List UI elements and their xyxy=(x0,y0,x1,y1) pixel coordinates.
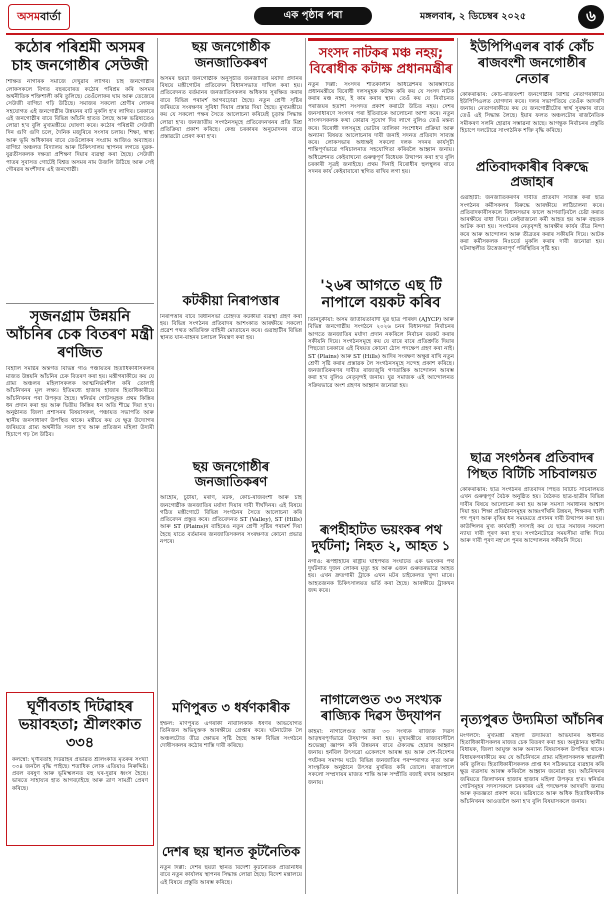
masthead xyxy=(0,0,610,34)
article-parliament xyxy=(308,38,454,272)
article-body: নতুন দিল্লী: দেশৰ ছয়টা স্থানত বিদেশী কূটনৈতিক প্ৰতিনিধিৰ বাবে নতুন কাৰ্যালয় স্থাপনৰ সিদ্ধান্ত লোৱা হৈছে। বিদেশ মন্ত্ৰালয়ে এই বিষয়ে প্ৰস্তুতি আৰম্ভ কৰিছে। xyxy=(160,865,302,886)
newspaper-logo xyxy=(8,4,70,30)
article-uppl xyxy=(460,40,604,154)
article-body: কোকৰাঝাৰ: ছাত্ৰ সংগঠনৰ প্ৰতিবাদৰ পিছত বিটিচি সচিবালয়ত এখন গুৰুত্বপূৰ্ণ বৈঠক অনুষ্ঠিত হয়। বৈঠকত ছাত্ৰ-ছাত্ৰীৰ বিভিন্ন দাবীৰ বিষয়ে আলোচনা কৰা হয় আৰু সমস্যা সমাধানৰ আশ্বাস দিয়া হয়। শিক্ষা প্ৰতিষ্ঠানসমূহৰ আন্তঃগাঁথনি উন্নয়ন, শিক্ষকৰ খালী পদ পূৰণ আৰু বৃত্তিৰ ধন সময়মতে প্ৰদানৰ দাবী উত্থাপন কৰা হয়। কাউন্সিলৰ মুখ্য কাৰ্যবাহী সদস্যই কয় যে ছাত্ৰ সমাজৰ সকলো ন্যায্য দাবী পূৰণ কৰা হ'ব। সংগঠনটোৱে সময়সীমা বান্ধি দিয়ে আৰু দাবী পূৰণ নহ'লে পুনৰ আন্দোলনৰ সকীয়নি দিয়ে। xyxy=(460,487,604,545)
article-body: অসমৰ ছয়টা জনগোষ্ঠীক অনুসূচীত জনজাতিৰ মৰ্যাদা প্ৰদানৰ বিষয়ে মন্ত্ৰীগোটৰ প্ৰতিবেদন বিধানসভাত দাখিল কৰা হয়। প্ৰতিবেদনত বৰ্তমানৰ জনজাতিসকলৰ অধিকাৰ সুৰক্ষিত কৰাৰ বাবে বিভিন্ন পৰামৰ্শ আগবঢ়োৱা হৈছে। নতুন শ্ৰেণী সৃষ্টিৰ জৰিয়তে সংৰক্ষণৰ সুবিধা দিয়াৰ প্ৰস্তাৱ দিয়া হৈছে। মুখ্যমন্ত্ৰীয়ে কয় যে সকলো পক্ষৰ সৈতে আলোচনা কৰিয়েই চূড়ান্ত সিদ্ধান্ত লোৱা হ'ব। জনজাতীয় সংগঠনসমূহে প্ৰতিবেদনখনৰ প্ৰতি মিশ্ৰ প্ৰতিক্ৰিয়া প্ৰকাশ কৰিছে। কেন্দ্ৰ চৰকাৰৰ অনুমোদনৰ বাবে প্ৰস্তাৱটো প্ৰেৰণ কৰা হ'ব। xyxy=(160,75,302,141)
header-rule xyxy=(6,33,604,35)
column-4 xyxy=(460,38,604,894)
article-nagaland xyxy=(308,693,454,894)
article-headline: সংসদ নাটকৰ মঞ্চ নহয়; বিৰোধীক কটাক্ষ প্ৰধানমন্ত্ৰীৰ xyxy=(309,46,453,77)
article-manipur xyxy=(160,701,302,839)
article-headline: কটকীয়া নিৰাপত্তাৰ xyxy=(182,293,280,309)
article-body: কহিমা: নাগালেণ্ডত আজি ৩৩ সংখ্যক ৰাজ্যিক দিৱস আড়ম্বৰপূৰ্ণভাৱে উদ্‌যাপন কৰা হয়। মুখ্যমন্ত্ৰীয়ে ৰাজ্যবাসীলৈ শুভেচ্ছা জ্ঞাপন কৰি উন্নয়নৰ বাবে ঐক্যবদ্ধ হোৱাৰ আহ্বান জনায়। হৰ্নবিল উৎসৱো একেলগে আৰম্ভ হয় আৰু দেশ-বিদেশৰ পৰ্যটকৰ সমাগম ঘটে। বিভিন্ন জনজাতিৰ পৰম্পৰাগত নৃত্য আৰু সাংস্কৃতিক অনুষ্ঠানে উৎসৱ মুখৰিত কৰি তোলে। ৰাজ্যপালে সকলো সম্প্ৰদায়ৰ মাজত শান্তি আৰু সম্প্ৰীতি বজাই ৰখাৰ আহ্বান জনায়। xyxy=(308,728,454,786)
column-divider xyxy=(305,38,306,894)
article-headline: প্ৰতিবাদকাৰীৰ বিৰুদ্ধে প্ৰজাহাৰ xyxy=(475,159,589,191)
article-headline: ৰূপহীহাটত ভয়ংকৰ পথ দুৰ্ঘটনা; নিহত ২, আহত ১ xyxy=(311,523,451,554)
article-headline: ইউপিপিএলৰ বাৰ্ক কোঁচ ৰাজবংশী জনগোষ্ঠীৰ নেতাৰ xyxy=(470,40,594,87)
article-headline: ছাত্ৰ সংগঠনৰ প্ৰতিবাদৰ পিছত বিটিচি সচিবালয়ত xyxy=(467,451,597,483)
article-headline: কঠোৰ পৰিশ্ৰমী অসমৰ চাহ জনগোষ্ঠীৰ সেউজী xyxy=(11,40,149,74)
article-tribe-1 xyxy=(160,40,302,288)
article-body: নিৰাপত্তাৰ বাবে বিধানসভা চৌহদত কটকীয়া ব্যৱস্থা গ্ৰহণ কৰা হয়। বিভিন্ন সংগঠনৰ প্ৰতিবাদৰ আশংকাত আৰক্ষীয়ে সকলো প্ৰৱেশ পথত অতিৰিক্ত বাহিনী মোতায়েন কৰে। গুৱাহাটীৰ বিভিন্ন স্থানত যান-বাহনৰ চলাচল নিয়ন্ত্ৰণ কৰা হয়। xyxy=(160,313,302,342)
article-kotokiya xyxy=(160,294,302,454)
article-headline: দেশৰ ছয় স্থানত কূটনৈতিক xyxy=(161,845,301,861)
article-headline: ছয় জনগোষ্ঠীৰ জনজাতিকৰণ xyxy=(192,459,270,491)
article-body: কলম্বো: ঘূৰ্ণীবতাহ দিটৱাহৰ প্ৰভাৱত শ্ৰীলংকাত মৃতকৰ সংখ্যা ৩৩৪ জনলৈ বৃদ্ধি পাইছে। শতাধিক লোক এতিয়াও নিৰুদ্দিষ্ট। প্ৰবল বৰষুণ আৰু ভূমিস্খলনত বহু ঘৰ-দুৱাৰ ধ্বংস হৈছে। ভাৰতে সাহায্যৰ হাত আগবঢ়াইছে আৰু ত্ৰাণ সামগ্ৰী প্ৰেৰণ কৰিছে। xyxy=(12,756,148,792)
article-diplomacy xyxy=(160,845,302,894)
article-tribe-2 xyxy=(160,460,302,696)
article-accident xyxy=(308,523,454,687)
article-headline: নাগালেণ্ডত ৩৩ সংখ্যক ৰাজ্যিক দিৱস উদ্‌যাপন xyxy=(320,692,442,724)
dateline: মঙ্গলবাৰ, ২ ডিচেম্বৰ ২০২৫ xyxy=(420,11,527,22)
column-divider xyxy=(157,38,158,894)
article-srijan xyxy=(6,309,154,686)
article-headline: ছয় জনগোষ্ঠীক জনজাতিকৰণ xyxy=(191,40,271,71)
article-protest xyxy=(460,160,604,446)
article-sixty xyxy=(308,278,454,517)
article-body: নগাঁও: ৰূপহীহাটৰ ৰাষ্ট্ৰীয় ঘাইপথত সংঘটিত এক ভয়ংকৰ পথ দুৰ্ঘটনাত দুজন লোকৰ মৃত্যু হয় আৰু এজন গুৰুতৰভাৱে আহত হয়। এখন দ্ৰুতগামী ট্ৰাকে এখন মটৰ চাইকেলত খুন্দা মাৰে। আহতজনক চিকিৎসালয়ত ভৰ্তি কৰা হৈছে। আৰক্ষীয়ে ট্ৰাকখন জব্দ কৰে। xyxy=(308,558,454,594)
article-cyclone xyxy=(6,692,154,845)
article-body: তিনিচুকীয়া: অসম জাতীয়তাবাদী যুৱ ছাত্ৰ পৰিষদ (AJYCP) আৰু বিভিন্ন জনগোষ্ঠীয় সংগঠনে ২০২৬ চনৰ বিধানসভা নিৰ্বাচনৰ আগতে জনজাতিৰ মৰ্যাদা প্ৰদান নকৰিলে নিৰ্বাচন বয়কট কৰাৰ সকীয়নি দিয়ে। সংগঠনসমূহে কয় যে বাৰে বাৰে প্ৰতিশ্ৰুতি দিয়াৰ পিছতো চৰকাৰে এই বিষয়ত কোনো ঠোস পদক্ষেপ গ্ৰহণ কৰা নাই। ST (Plains) আৰু ST (Hills) আদিৰ সংৰক্ষণ অক্ষুণ্ণ ৰাখি নতুন শ্ৰেণী সৃষ্টি কৰাৰ প্ৰস্তাৱক লৈ সংগঠনসমূহে সন্দেহ প্ৰকাশ কৰিছে। জনজাতিকৰণৰ দাবীত ৰাজ্যজুৰি গণতান্ত্ৰিক আন্দোলন আৰম্ভ কৰা হ'ব বুলিও নেতৃবৃন্দই জনায়। যুৱ সমাজক এই আন্দোলনত সক্ৰিয়ভাৱে অংশ গ্ৰহণৰ আহ্বান জনোৱা হয়। xyxy=(308,317,454,389)
article-body: ইম্ফল: মণিপুৰত এগৰাকী নাবালিকাক ধৰ্ষণৰ অভিযোগত তিনিজন অভিযুক্তক আৰক্ষীয়ে গ্ৰেপ্তাৰ কৰে। ঘটনাটোক লৈ অঞ্চলটোত তীব্ৰ ক্ষোভৰ সৃষ্টি হৈছে আৰু বিভিন্ন সংগঠনে দোষীসকলৰ কঠোৰ শাস্তি দাবী কৰিছে। xyxy=(160,721,302,750)
continued-label: এক পৃষ্ঠাৰ পৰা xyxy=(254,7,372,25)
page-number: ৬ xyxy=(578,5,604,29)
article-udyami xyxy=(460,713,604,894)
column-2 xyxy=(160,38,302,894)
divider xyxy=(6,303,154,304)
article-body: শিক্ষিত নাগৰিক সমাজে দেখুৱাব লাগিব। চাহ জনগোষ্ঠীৰ লোকসকলে বিগত বছৰবোৰত কঠোৰ পৰিশ্ৰম কৰি অসমৰ অৰ্থনীতিক শক্তিশালী কৰি তুলিছে। তেওঁলোকৰ ঘাম আৰু তেজেৰে সেউজী বাগিচা গঢ়ি উঠিছে। সমাজৰ সকলো শ্ৰেণীৰ লোকৰ সহযোগত এই জনগোষ্ঠীৰ উন্নয়নৰ বাট মুকলি হ'ব লাগিব। চৰকাৰে এই জনগোষ্ঠীৰ বাবে বিভিন্ন আঁচনি হাতত লৈছে আৰু ভৱিষ্যতেও লোৱা হ'ব বুলি মুখ্যমন্ত্ৰীয়ে ঘোষণা কৰে। কঠোৰ পৰিশ্ৰমী সেউজী দিন গুণি গুণি চলে, দৈনিক মজুৰিৰে সংসাৰ চলায়। শিক্ষা, স্বাস্থ্য আৰু ভূমি অধিকাৰৰ বাবে তেওঁলোকৰ সংগ্ৰাম আজিও অব্যাহত। বাগিচা অঞ্চলত বিদ্যালয় আৰু চিকিৎসালয় স্থাপনৰ লগতে যুৱক-যুৱতীসকলক দক্ষতা প্ৰশিক্ষণ দিয়াৰ ব্যৱস্থা কৰা হৈছে। সেউজী পাতৰ সুবাসত গোটেই বিশ্বত অসমৰ নাম উজলি উঠিছে আৰু সেই গৌৰৱৰ অংশীদাৰ এই জনগোষ্ঠী। xyxy=(6,79,154,173)
column-divider xyxy=(457,38,458,894)
column-3 xyxy=(308,38,454,894)
article-body: বিহালি সমষ্টিৰ অন্তৰ্গত বিভিন্ন গাঁও পঞ্চায়তৰ হিতাধিকাৰীসকলৰ মাজত উন্নয়নি আঁচনিৰ চেক বিতৰণ কৰা হয়। মন্ত্ৰীগৰাকীয়ে কয় যে গ্ৰাম্য অঞ্চলৰ মহিলাসকলক আত্মনিৰ্ভৰশীল কৰি তোলাই আঁচনিখনৰ মূল লক্ষ্য। ইতিমধ্যে হাজাৰ হাজাৰ হিতাধিকাৰীয়ে আঁচনিখনৰ পৰা উপকৃত হৈছে। স্বনিৰ্ভৰ গোটসমূহক প্ৰথম কিস্তিৰ ধন প্ৰদান কৰা হয় আৰু দ্বিতীয় কিস্তিৰ ধন অতি শীঘ্ৰে দিয়া হ'ব। অনুষ্ঠানত জিলা প্ৰশাসনৰ বিষয়াসকল, পঞ্চায়ত সভাপতি আৰু স্থানীয় জনসাধাৰণ উপস্থিত থাকে। মন্ত্ৰীয়ে কয় যে ক্ষুদ্ৰ উদ্যোগৰ জৰিয়তে গ্ৰাম্য অৰ্থনীতি সবল হ'ব আৰু প্ৰতিজন মহিলা উদ্যমী হিচাপে গঢ় লৈ উঠিব। xyxy=(6,366,154,439)
article-headline: সৃজনগ্ৰাম উন্নয়নি আঁচনিৰ চেক বিতৰণ মন্ত্ৰী ৰণজিত xyxy=(6,309,154,361)
article-headline: নৃত্যপুৰত উদ্যমিতা আঁচনিৰ xyxy=(460,713,604,729)
article-tea xyxy=(6,40,154,297)
article-body: আহোম, চুটীয়া, মৰাণ, মটক, কোচ-ৰাজবংশী আৰু চাহ জনগোষ্ঠীক জনজাতিৰ মৰ্যাদা দিয়াৰ দাবী দীৰ্ঘদিনৰ। এই বিষয়ে গঠিত মন্ত্ৰীগোটে বিভিন্ন সংগঠনৰ সৈতে আলোচনা কৰি প্ৰতিবেদন প্ৰস্তুত কৰে। প্ৰতিবেদনত ST (Valley), ST (Hills) আৰু ST (Plains)ৰ বাহিৰেও নতুন শ্ৰেণী সৃষ্টিৰ পৰামৰ্শ দিয়া হৈছে যাতে বৰ্তমানৰ জনজাতিসকলৰ সংৰক্ষণত কোনো প্ৰভাৱ নপৰে। xyxy=(160,495,302,546)
column-1 xyxy=(6,38,154,894)
article-headline: ঘূৰ্ণীবতাহ দিটৱাহৰ ভয়াবহতা; শ্ৰীলংকাত ৩৩৪ xyxy=(18,699,142,751)
article-body: কোকৰাঝাৰ: কোচ-ৰাজবংশী জনগোষ্ঠীৰ বিশিষ্ট নেতাগৰাকীয়ে ইউপিপিএলত যোগদান কৰে। দলৰ সভাপতিয়ে তেওঁক আদৰণি জনায়। নেতাগৰাকীয়ে কয় যে জনগোষ্ঠীটোৰ স্বাৰ্থ সুৰক্ষাৰ বাবে তেওঁ এই সিদ্ধান্ত লৈছে। ইয়াৰ ফলত অঞ্চলটোৰ ৰাজনৈতিক সমীকৰণ সলনি হোৱাৰ সম্ভাৱনা আছে। আগন্তুক নিৰ্বাচনৰ প্ৰস্তুতি হিচাপে দলটোৱে সাংগঠনিক শক্তি বৃদ্ধি কৰিছে। xyxy=(460,91,604,135)
article-body: গুৱাহাটী: জনজাতিকৰণৰ দাবীত প্ৰতিবাদ সাব্যস্ত কৰা ছাত্ৰ সংগঠনৰ কৰ্মীসকলৰ বিৰুদ্ধে আৰক্ষীয়ে লাঠিচালনা কৰে। প্ৰতিবাদকাৰীসকলে বিধানসভাৰ ফালে আগবাঢ়িবলৈ চেষ্টা কৰাত আৰক্ষীয়ে বাধা দিয়ে। কেইবাজনো কৰ্মী আহত হয় আৰু বহুতক আটক কৰা হয়। সংগঠনৰ নেতৃবৃন্দই আৰক্ষীৰ কাৰ্যৰ তীব্ৰ নিন্দা কৰে আৰু আন্দোলন আৰু তীব্ৰতৰ কৰাৰ সকীয়নি দিয়ে। আটক কৰা কৰ্মীসকলক নিঃচৰ্তে মুকলি কৰাৰ দাবী জনোৱা হয়। ঘটনাস্থলীত উত্তেজনাপূৰ্ণ পৰিস্থিতিৰ সৃষ্টি হয়। xyxy=(460,195,604,253)
article-body: নতুন দিল্লী: সংসদৰ শীতকালীন অধিৱেশনৰ আৰম্ভণিতে প্ৰধানমন্ত্ৰীয়ে বিৰোধী দলসমূহক কটাক্ষ কৰি কয় যে সংসদ নাটক কৰাৰ মঞ্চ নহয়, ই কাম কৰাৰ স্থান। তেওঁ কয় যে নিৰ্বাচনত পৰাজয়ৰ হতাশা সংসদত প্ৰকাশ কৰাটো উচিত নহয়। দেশৰ জনসাধাৰণে সংসদৰ পৰা ইতিবাচক আলোচনা আশা কৰে। নতুন সাংসদসকলক কথা কোৱাৰ সুযোগ দিব লাগে বুলিও তেওঁ মন্তব্য কৰে। বিৰোধী দলসমূহে ভোটাৰ তালিকা সংশোধন প্ৰক্ৰিয়া আৰু অন্যান্য বিষয়ত আলোচনাৰ দাবী জনাই সদনত প্ৰতিবাদ সাব্যস্ত কৰে। লোকসভাৰ অধ্যক্ষই সকলো দলক সদনৰ কাৰ্যসূচী শান্তিপূৰ্ণভাৱে পৰিচালনাত সহযোগিতা কৰিবলৈ আহ্বান জনায়। অধিৱেশনত কেইবাখনো গুৰুত্বপূৰ্ণ বিধেয়ক উত্থাপন কৰা হ'ব বুলি চৰকাৰী সূত্ৰই জনাইছে। প্ৰথম দিনাই বিৰোধীৰ হুলস্থুলৰ বাবে সদনৰ কাৰ্য কেইবাবাৰো স্থগিত ৰাখিব লগা হয়। xyxy=(308,81,454,176)
article-headline: মণিপুৰত ৩ ধৰ্ষণকাৰীক xyxy=(172,701,290,717)
article-body: মংগলদৈ: মুখ্যমন্ত্ৰী মহিলা উদ্যমিতা অভিযানৰ অধীনত হিতাধিকাৰীসকলৰ মাজত চেক বিতৰণ কৰা হয়। অনুষ্ঠানত স্থানীয় বিধায়ক, জিলা আয়ুক্ত আৰু অন্যান্য বিষয়াসকল উপস্থিত থাকে। বিধায়কগৰাকীয়ে কয় যে আঁচনিখনে গ্ৰাম্য মহিলাসকলক স্বাৱলম্বী কৰি তুলিব। হিতাধিকাৰীসকলক প্ৰাপ্ত ধন সঠিকভাৱে ব্যৱহাৰ কৰি ক্ষুদ্ৰ ব্যৱসায় আৰম্ভ কৰিবলৈ আহ্বান জনোৱা হয়। আঁচনিখনৰ জৰিয়তে জিলাখনৰ হাজাৰ হাজাৰ মহিলা উপকৃত হ'ব। স্বনিৰ্ভৰ গোটসমূহৰ সদস্যসকলে চৰকাৰৰ এই পদক্ষেপক আদৰণি জনায় আৰু কৃতজ্ঞতা প্ৰকাশ কৰে। ভৱিষ্যতে আৰু অধিক হিতাধিকাৰীক আঁচনিখনৰ আওতালৈ অনা হ'ব বুলি বিষয়াসকলে জনায়। xyxy=(460,732,604,805)
article-headline: '২৬ৰ আগতে এছ টি নাপালে বয়কট কৰিব xyxy=(320,277,442,312)
article-students xyxy=(460,451,604,707)
logo-red-text: অসম xyxy=(17,9,41,23)
logo-black-text: বাৰ্তা xyxy=(40,9,61,23)
